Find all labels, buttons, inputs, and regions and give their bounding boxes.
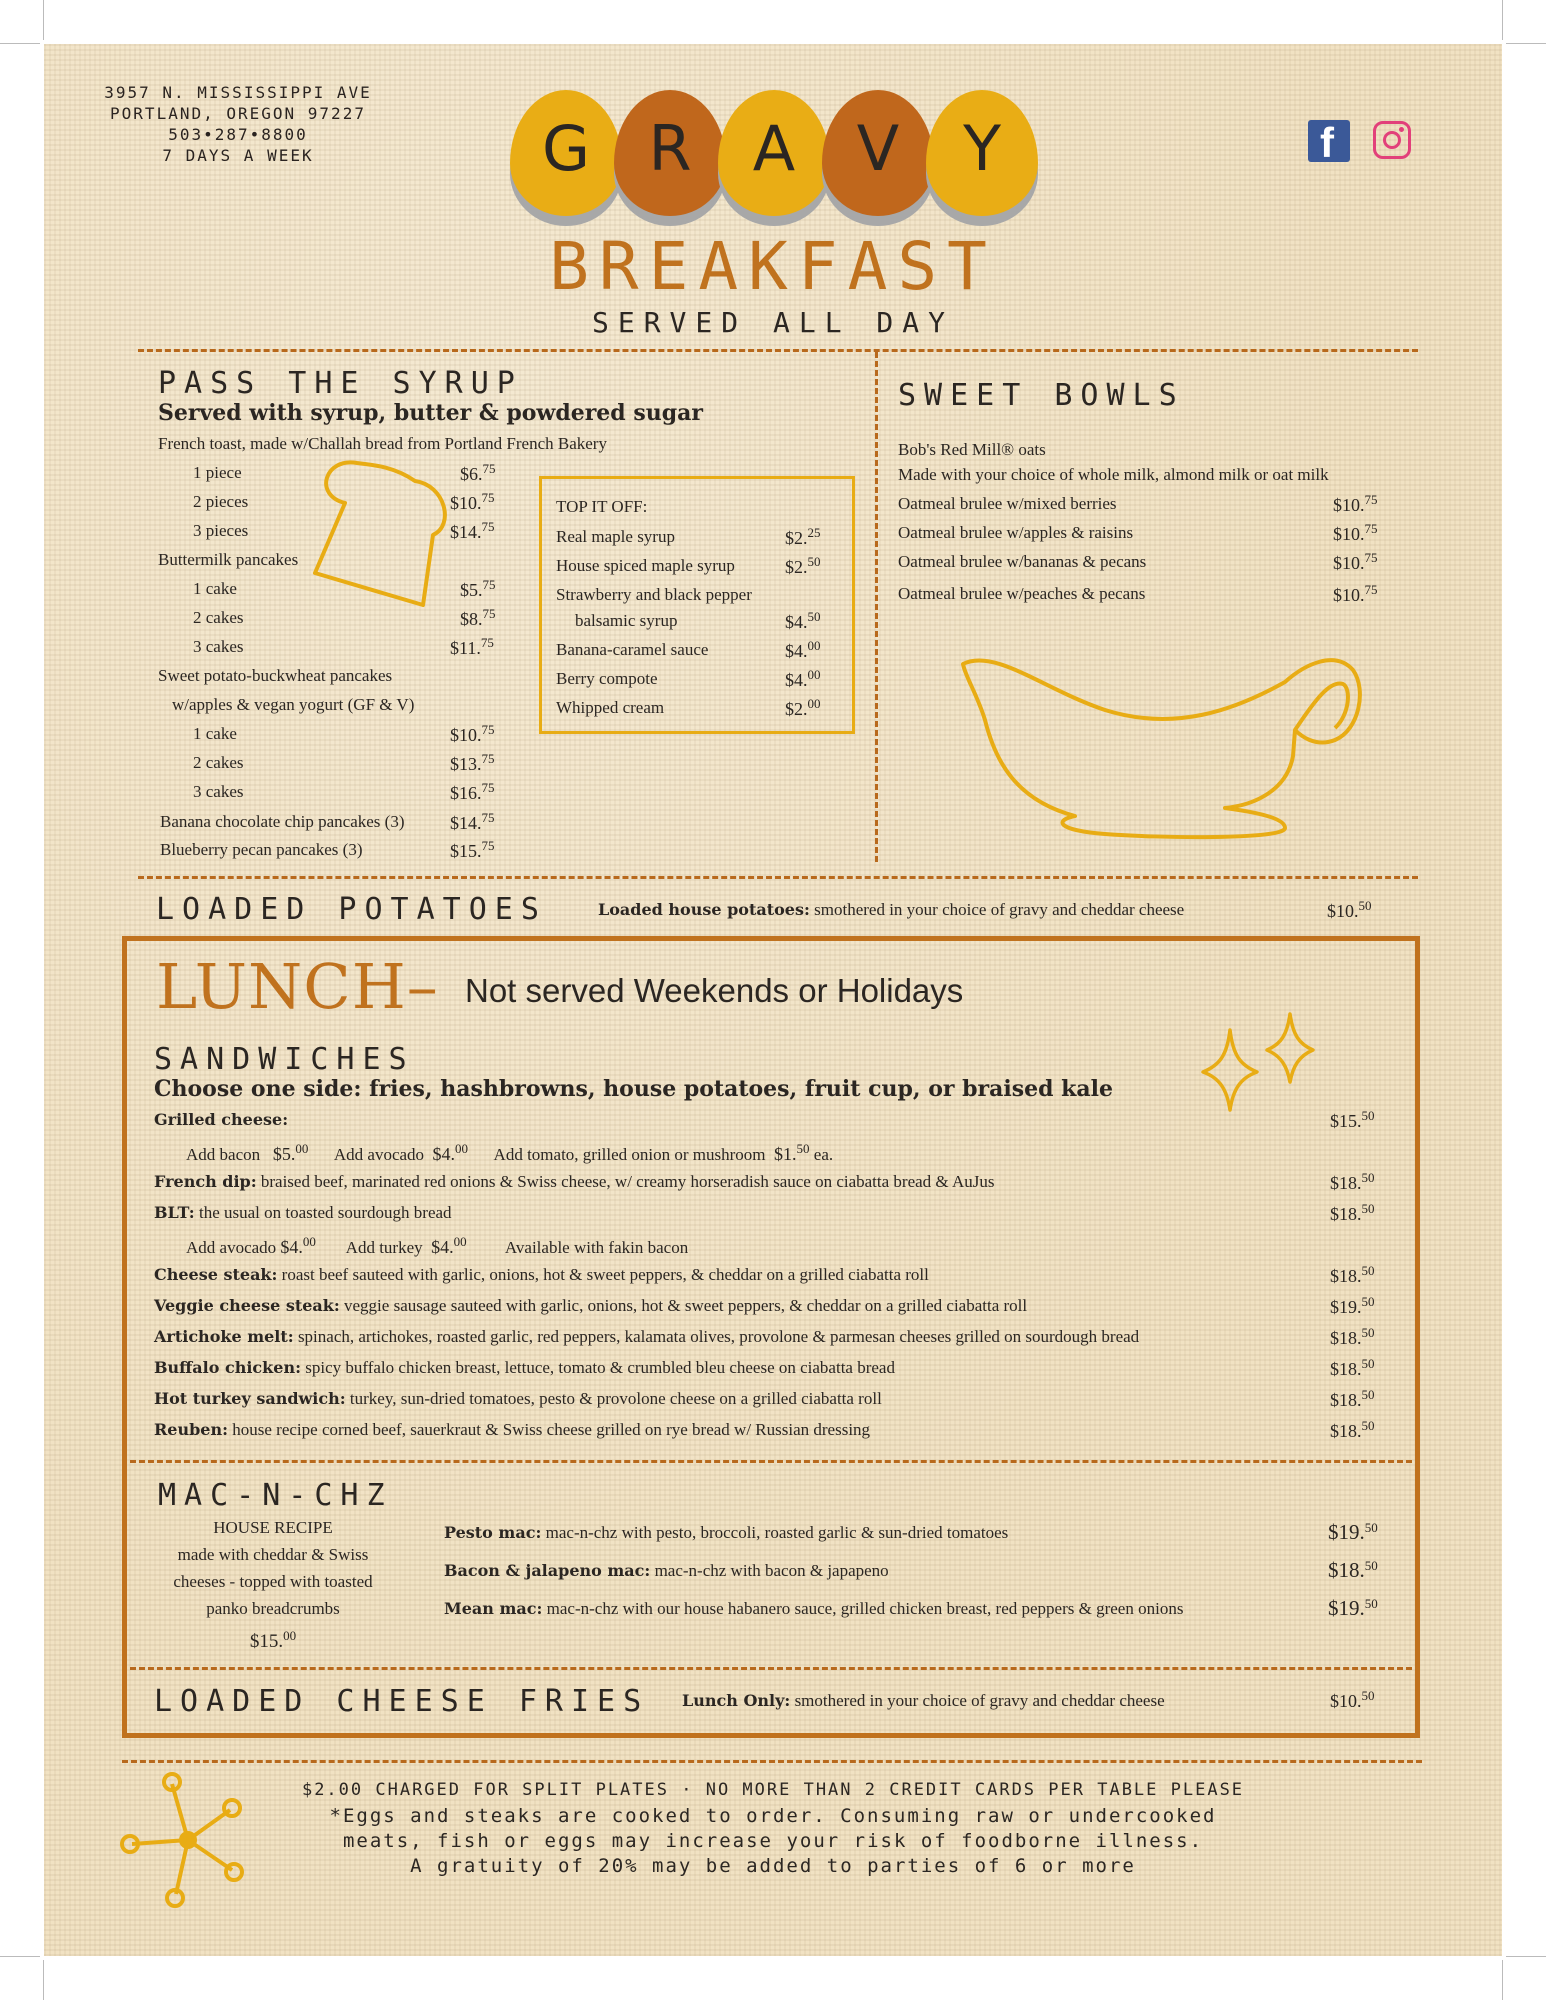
menu-item-label: 2 cakes (193, 608, 244, 627)
menu-item-price: $15.75 (450, 838, 495, 861)
topping-label: Real maple syrup (556, 527, 675, 546)
sandwich-price: $18.50 (1330, 1418, 1375, 1441)
logo-letter: A (752, 112, 796, 185)
sandwich-price: $18.50 (1330, 1387, 1375, 1410)
topping-price: $2.25 (785, 525, 821, 548)
topping-price: $2.00 (785, 696, 821, 719)
top-it-off-title: TOP IT OFF: (556, 497, 648, 516)
sandwich-price: $18.50 (1330, 1201, 1375, 1224)
toast-icon (305, 455, 455, 615)
menu-item-label: 3 pieces (193, 521, 249, 540)
sandwich-item: Buffalo chicken: spicy buffalo chicken breast, lettuce, tomato & crumbled bleu cheese on ciabatta bread (154, 1358, 895, 1377)
lunch-note: Not served Weekends or Holidays (465, 972, 964, 1009)
mac-desc-line: made with cheddar & Swiss (177, 1545, 369, 1564)
bowls-section-title: SWEET BOWLS (898, 378, 1185, 413)
potatoes-section-title: LOADED POTATOES (156, 892, 547, 927)
sandwich-item: Reuben: house recipe corned beef, sauerkraut & Swiss cheese grilled on rye bread w/ Russian dressing (154, 1420, 871, 1439)
mac-desc-line: panko breadcrumbs (206, 1599, 340, 1618)
menu-item-price: $10.75 (1333, 492, 1378, 515)
menu-item-price: $14.75 (450, 519, 495, 542)
footer-policy: $2.00 CHARGED FOR SPLIT PLATES · NO MORE THAN 2 CREDIT CARDS PER TABLE PLEASE (301, 1780, 1245, 1800)
topping-price: $2.50 (785, 554, 821, 577)
menu-item-label: Banana chocolate chip pancakes (3) (160, 812, 405, 831)
topping-price: $4.50 (785, 609, 821, 632)
menu-item-label: 2 pieces (193, 492, 249, 511)
sandwich-price: $19.50 (1330, 1294, 1375, 1317)
menu-item-label: Sweet potato-buckwheat pancakes (158, 666, 393, 685)
menu-item-label: 3 cakes (193, 782, 244, 801)
sandwich-price: $18.50 (1330, 1356, 1375, 1379)
gravy-boat-icon (955, 640, 1365, 850)
logo-letter: Y (963, 112, 1001, 185)
menu-item-label: 1 cake (193, 724, 237, 743)
sandwich-item: Veggie cheese steak: veggie sausage sauteed with garlic, onions, hot & sweet peppers, & cheddar on a grilled ciabatta roll (154, 1296, 1028, 1315)
menu-item-label: Buttermilk pancakes (158, 550, 299, 569)
topping-label: Berry compote (556, 669, 658, 688)
sandwich-addon: Add avocado $4.00 Add turkey $4.00 Available with fakin bacon (186, 1234, 689, 1257)
fries-price: $10.50 (1330, 1688, 1375, 1711)
menu-item-label: 1 piece (193, 463, 242, 482)
address-block (88, 82, 388, 166)
sandwich-item: Hot turkey sandwich: turkey, sun-dried tomatoes, pesto & provolone cheese on a grilled ciabatta roll (154, 1389, 882, 1408)
logo-letter: G (541, 112, 591, 185)
address-line: 3957 N. MISSISSIPPI AVE (104, 83, 372, 102)
sandwich-item: Artichoke melt: spinach, artichokes, roasted garlic, red peppers, kalamata olives, provolone & parmesan cheeses grilled on sourdough bread (154, 1327, 1140, 1346)
mac-desc-line: HOUSE RECIPE (213, 1518, 333, 1537)
menu-item-price: $10.75 (450, 490, 495, 513)
menu-item-label: 2 cakes (193, 753, 244, 772)
footer-notice: *Eggs and steaks are cooked to order. Consuming raw or undercooked (329, 1805, 1217, 1827)
menu-item-label: Oatmeal brulee w/bananas & pecans (898, 552, 1147, 571)
topping-label: Strawberry and black pepper (556, 585, 752, 604)
footer-notice: meats, fish or eggs may increase your risk of foodborne illness. (342, 1830, 1204, 1852)
mac-base-price: $15.00 (249, 1628, 297, 1652)
logo-letter: R (648, 112, 692, 185)
sparkle-icon (1195, 1010, 1335, 1120)
address-line: PORTLAND, OREGON 97227 (110, 104, 366, 123)
sandwich-item: Grilled cheese: (154, 1110, 289, 1129)
menu-item-price: $16.75 (450, 780, 495, 803)
mac-price: $18.50 (1328, 1558, 1378, 1582)
mac-price: $19.50 (1328, 1520, 1378, 1544)
menu-item-label: 3 cakes (193, 637, 244, 656)
menu-item-price: $5.75 (460, 577, 496, 600)
bowls-intro: Bob's Red Mill® oats (898, 440, 1046, 459)
sandwich-price: $15.50 (1330, 1108, 1375, 1131)
topping-label: Banana-caramel sauce (556, 640, 709, 659)
potatoes-price: $10.50 (1327, 898, 1372, 921)
sandwich-addon: Add bacon $5.00 Add avocado $4.00 Add tomato, grilled onion or mushroom $1.50 ea. (186, 1141, 834, 1164)
page-title: BREAKFAST (549, 228, 997, 305)
sandwich-item: Cheese steak: roast beef sauteed with garlic, onions, hot & sweet peppers, & cheddar on a grilled ciabatta roll (154, 1265, 929, 1284)
topping-price: $4.00 (785, 638, 821, 661)
topping-label: House spiced maple syrup (556, 556, 735, 575)
sandwich-price: $18.50 (1330, 1170, 1375, 1193)
fries-description: Lunch Only: smothered in your choice of gravy and cheddar cheese (682, 1691, 1165, 1710)
menu-item-price: $10.75 (1333, 582, 1378, 605)
menu-item-label: Oatmeal brulee w/peaches & pecans (898, 584, 1146, 603)
logo-letter: V (856, 112, 900, 185)
menu-item-price: $11.75 (450, 635, 494, 658)
menu-item-price: $6.75 (460, 461, 496, 484)
sandwich-item: French dip: braised beef, marinated red onions & Swiss cheese, w/ creamy horseradish sauce on ciabatta bread & AuJus (154, 1172, 995, 1191)
footer-gratuity: A gratuity of 20% may be added to parties of 6 or more (410, 1855, 1136, 1877)
hours-text: 7 DAYS A WEEK (162, 146, 314, 165)
topping-label: Whipped cream (556, 698, 665, 717)
menu-item-label: Oatmeal brulee w/mixed berries (898, 494, 1117, 513)
menu-item-label: Blueberry pecan pancakes (3) (160, 840, 363, 859)
menu-item-price: $8.75 (460, 606, 496, 629)
fries-section-title: LOADED CHEESE FRIES (154, 1684, 650, 1719)
menu-item-label: French toast, made w/Challah bread from Portland French Bakery (158, 434, 607, 453)
sandwich-sides: Choose one side: fries, hashbrowns, house potatoes, fruit cup, or braised kale (154, 1076, 1113, 1102)
menu-item-label: 1 cake (193, 579, 237, 598)
mac-item: Mean mac: mac-n-chz with our house habanero sauce, grilled chicken breast, red peppers & green onions (444, 1599, 1184, 1618)
mac-price: $19.50 (1328, 1596, 1378, 1620)
syrup-section-title: PASS THE SYRUP (158, 366, 523, 401)
mac-section-title: MAC-N-CHZ (158, 1478, 393, 1513)
syrup-subtitle: Served with syrup, butter & powdered sugar (158, 400, 703, 426)
lunch-title: LUNCH– (156, 950, 439, 1023)
sandwiches-section-title: SANDWICHES (154, 1042, 415, 1077)
mac-item: Pesto mac: mac-n-chz with pesto, broccoli, roasted garlic & sun-dried tomatoes (444, 1523, 1009, 1542)
mac-item: Bacon & jalapeno mac: mac-n-chz with bacon & japapeno (444, 1561, 889, 1580)
menu-item-price: $13.75 (450, 751, 495, 774)
menu-item-price: $14.75 (450, 810, 495, 833)
facebook-icon[interactable]: f (1308, 120, 1350, 162)
menu-item-price: $10.75 (450, 722, 495, 745)
topping-label: balsamic syrup (575, 611, 678, 630)
sandwich-item: BLT: the usual on toasted sourdough bread (154, 1203, 452, 1222)
topping-price: $4.00 (785, 667, 821, 690)
menu-item-label: Oatmeal brulee w/apples & raisins (898, 523, 1134, 542)
phone-number: 503•287•8800 (168, 125, 308, 144)
bowls-intro: Made with your choice of whole milk, almond milk or oat milk (898, 465, 1329, 484)
mac-desc-line: cheeses - topped with toasted (173, 1572, 373, 1591)
sandwich-price: $18.50 (1330, 1325, 1375, 1348)
page-subtitle: SERVED ALL DAY (591, 306, 954, 339)
menu-item-label: w/apples & vegan yogurt (GF & V) (172, 695, 415, 714)
instagram-icon[interactable] (1373, 121, 1411, 159)
potatoes-description: Loaded house potatoes: smothered in your choice of gravy and cheddar cheese (598, 900, 1185, 919)
sandwich-price: $18.50 (1330, 1263, 1375, 1286)
menu-item-price: $10.75 (1333, 521, 1378, 544)
mac-description (150, 1514, 396, 1655)
menu-item-price: $10.75 (1333, 550, 1378, 573)
